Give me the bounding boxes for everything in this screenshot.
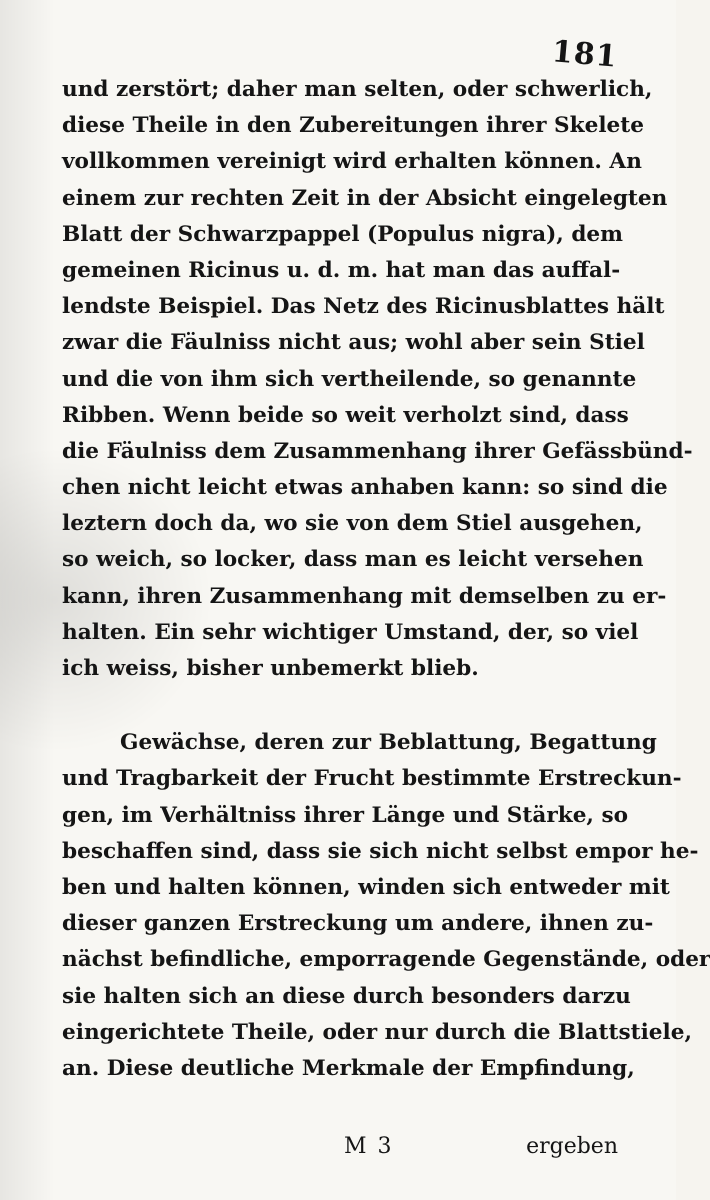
signature-mark: M 3 [344, 1134, 394, 1159]
paragraph-2-line-2: und Tragbarkeit der Frucht bestimmte Erstreckun- [62, 766, 682, 792]
paragraph-1-line-8: zwar die Fäulniss nicht aus; wohl aber sein Stiel [62, 330, 645, 356]
paragraph-2-line-5: ben und halten können, winden sich entweder mit [62, 874, 670, 900]
paragraph-2-line-9: eingerichtete Theile, oder nur durch die Blattstiele, [62, 1019, 692, 1045]
paragraph-1-line-11: die Fäulniss dem Zusammenhang ihrer Gefässbünd- [62, 438, 693, 464]
paragraph-2-line-7: nächst befindliche, emporragende Gegenstände, oder [62, 947, 710, 973]
page-number: 181 [550, 34, 620, 75]
paragraph-2-line-3: gen, im Verhältniss ihrer Länge und Stärke, so [62, 802, 629, 828]
paragraph-1-line-3: vollkommen vereinigt wird erhalten können. An [62, 149, 642, 175]
paragraph-2-line-1: Gewächse, deren zur Beblattung, Begattung [120, 730, 657, 756]
paragraph-1-line-6: gemeinen Ricinus u. d. m. hat man das auffal- [62, 257, 621, 283]
paragraph-2 [62, 725, 710, 1087]
paragraph-1-line-12: chen nicht leicht etwas anhaben kann: so sind die [62, 475, 668, 501]
page-footer [62, 1134, 618, 1170]
paragraph-1-line-14: so weich, so locker, dass man es leicht versehen [62, 547, 644, 573]
paragraph-1-line-5: Blatt der Schwarzpappel (Populus nigra), dem [62, 221, 624, 247]
paragraph-1-line-4: einem zur rechten Zeit in der Absicht eingelegten [62, 185, 668, 211]
paragraph-1-line-10: Ribben. Wenn beide so weit verholzt sind, dass [62, 402, 629, 428]
paragraph-1-line-16: halten. Ein sehr wichtiger Umstand, der, so viel [62, 619, 639, 645]
paragraph-2-line-8: sie halten sich an diese durch besonders darzu [62, 983, 631, 1009]
paragraph-1-line-17: ich weiss, bisher unbemerkt blieb. [62, 656, 479, 681]
paragraph-1 [62, 72, 693, 687]
paragraph-2-line-6: dieser ganzen Erstreckung um andere, ihnen zu- [62, 911, 654, 937]
paragraph-2-line-4: beschaffen sind, dass sie sich nicht selbst empor he- [62, 838, 699, 864]
paragraph-1-line-13: leztern doch da, wo sie von dem Stiel ausgehen, [62, 511, 643, 537]
catchword: ergeben [526, 1134, 618, 1159]
paragraph-1-line-7: lendste Beispiel. Das Netz des Ricinusblattes hält [62, 294, 665, 320]
paragraph-1-line-15: kann, ihren Zusammenhang mit demselben zu er- [62, 583, 667, 609]
paragraph-1-line-9: und die von ihm sich vertheilende, so genannte [62, 366, 637, 392]
paragraph-1-line-2: diese Theile in den Zubereitungen ihrer Skelete [62, 113, 645, 139]
paragraph-2-line-10: an. Diese deutliche Merkmale der Empfindung, [62, 1055, 635, 1081]
main-text-block [62, 72, 710, 1087]
paragraph-1-line-1: und zerstört; daher man selten, oder schwerlich, [62, 77, 653, 102]
